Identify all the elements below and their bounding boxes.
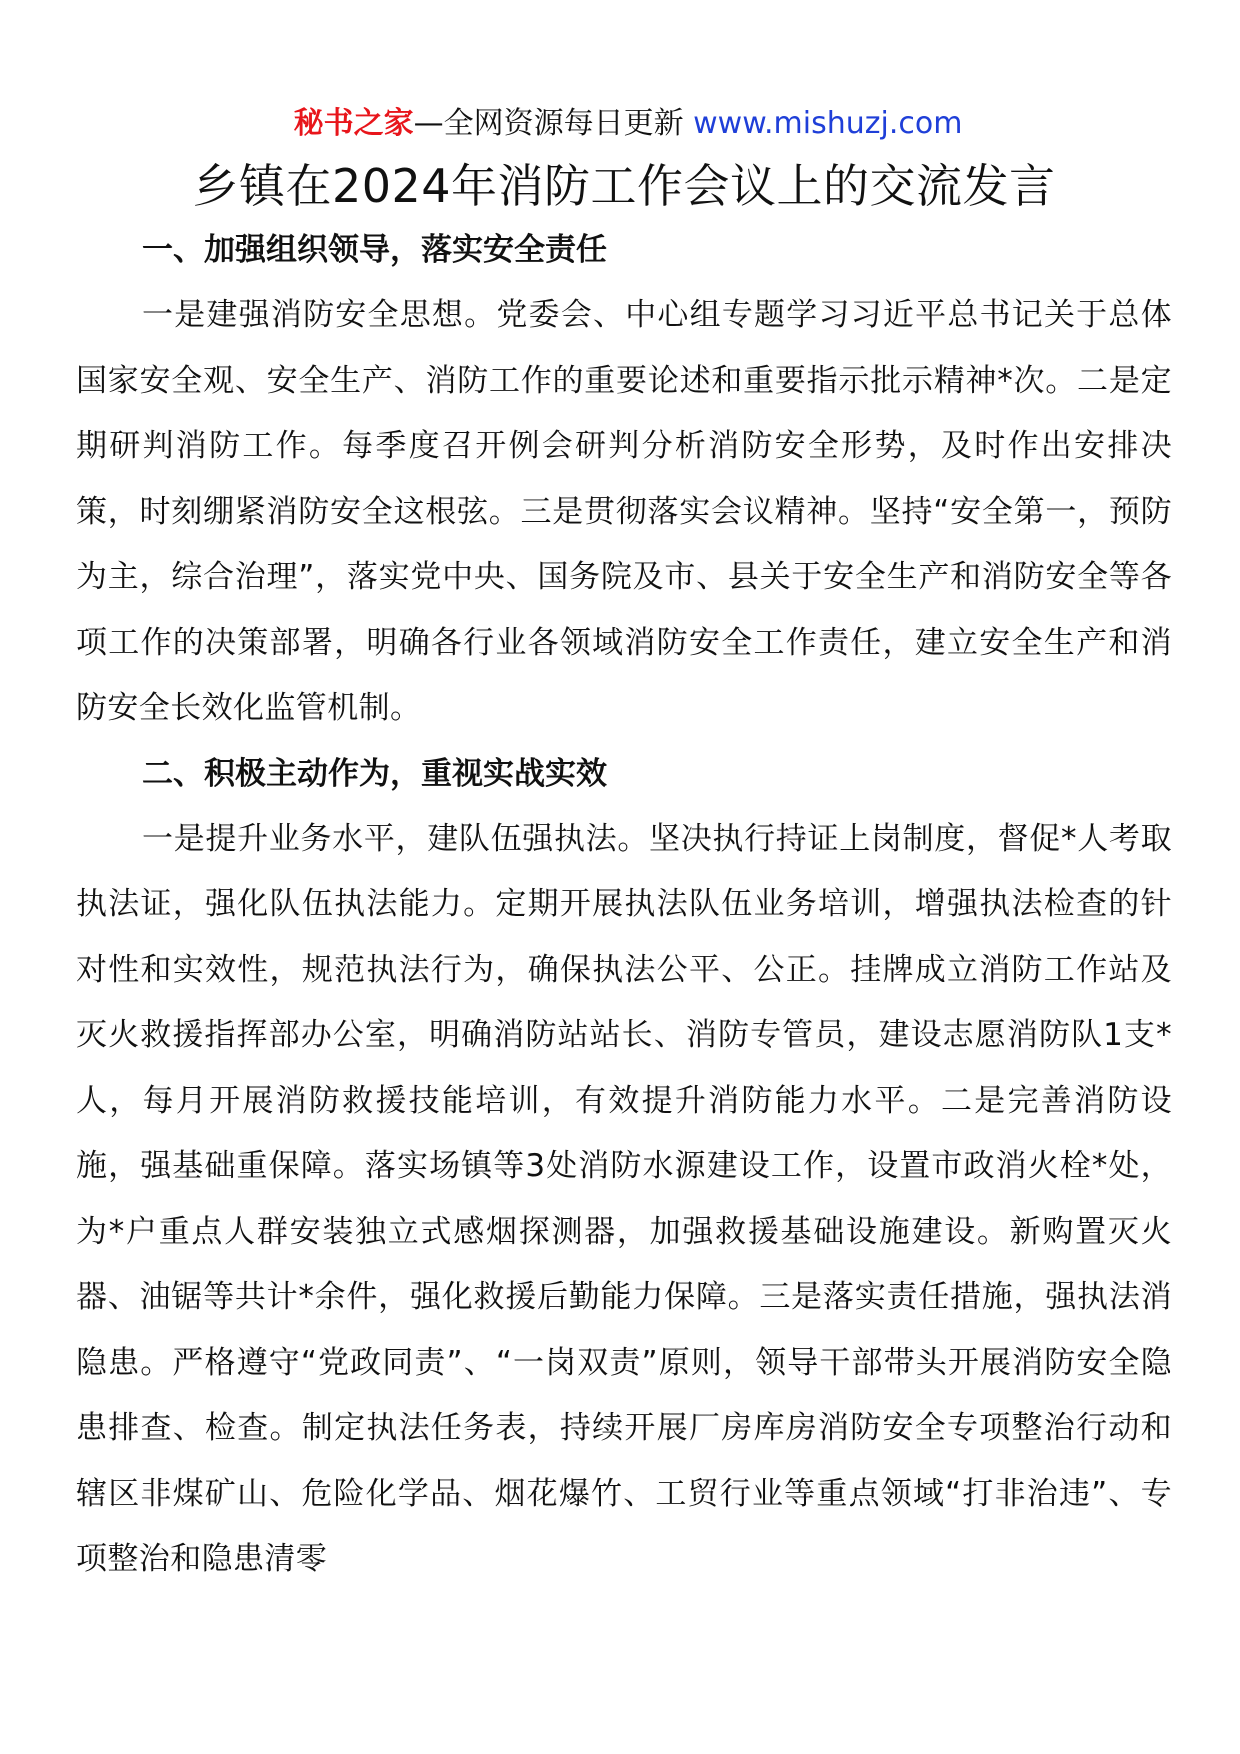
section-heading-1: 一、加强组织领导，落实安全责任: [142, 232, 607, 268]
section-heading-2: 二、积极主动作为，重视实战实效: [142, 755, 607, 792]
document-title: 乡镇在2024年消防工作会议上的交流发言: [192, 159, 1056, 213]
section-paragraph-1: 一是建强消防安全思想。党委会、中心组专题学习习近平总书记关于总体国家安全观、安全生产、消防工作的重要论述和重要指示批示精神*次。二是定期研判消防工作。每季度召开例会研判分析消防安全形势，及时作出安排决策，时刻绷紧消防安全这根弦。三是贯彻落实会议精神。坚持“安全第一，预防为主，综合治理”，落实党中央、国务院及市、县关于安全生产和消防安全等各项工作的决策部署，明确各行业各领域消防安全工作责任，建立安全生产和消防安全长效化监管机制。: [76, 297, 1172, 726]
site-banner: [84, 98, 1172, 150]
banner-tagline: —全网资源每日更新: [413, 106, 694, 141]
brand-name: 秘书之家: [293, 106, 414, 141]
section-paragraph-2: 一是提升业务水平，建队伍强执法。坚决执行持证上岗制度，督促*人考取执法证，强化队伍执法能力。定期开展执法队伍业务培训，增强执法检查的针对性和实效性，规范执法行为，确保执法公平、公正。挂牌成立消防工作站及灭火救援指挥部办公室，明确消防站站长、消防专管员，建设志愿消防队1支*人，每月开展消防救援技能培训，有效提升消防能力水平。二是完善消防设施，强基础重保障。落实场镇等3处消防水源建设工作，设置市政消火栓*处，为*户重点人群安装独立式感烟探测器，加强救援基础设施建设。新购置灭火器、油锯等共计*余件，强化救援后勤能力保障。三是落实责任措施，强执法消隐患。严格遵守“党政同责”、“一岗双责”原则，领导干部带头开展消防安全隐患排查、检查。制定执法任务表，持续开展厂房库房消防安全专项整治行动和辖区非煤矿山、危险化学品、烟花爆竹、工贸行业等重点领域“打非治违”、专项整治和隐患清零: [76, 820, 1172, 1577]
site-url-link[interactable]: www.mishuzj.com: [693, 106, 963, 141]
